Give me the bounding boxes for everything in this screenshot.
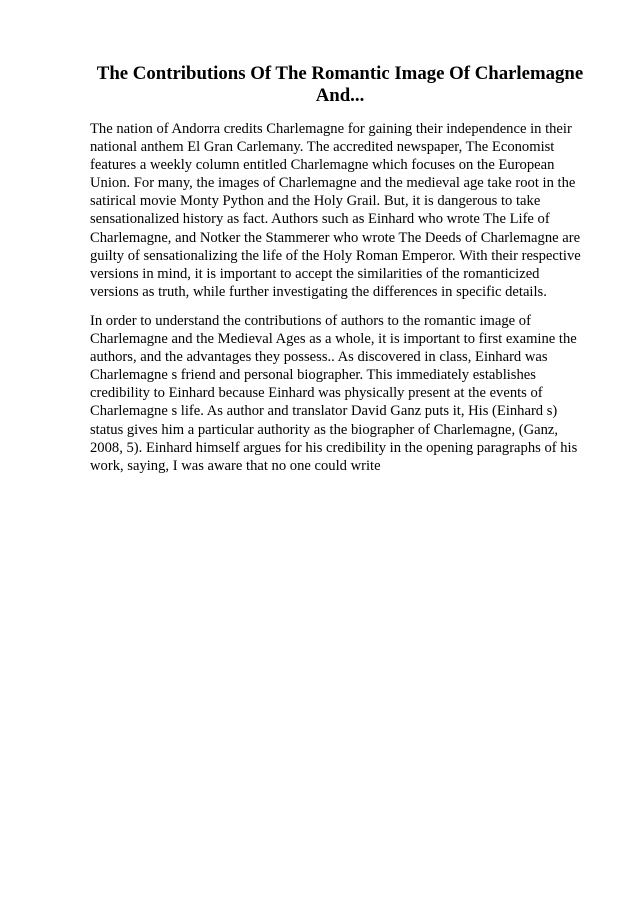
paragraph-2: In order to understand the contributions of authors to the romantic image of Charlemagne and the Medieval Ages as a whole, it is important to first examine the authors, and the advantages they possess.. As discovered in class, Einhard was Charlemagne s friend and personal biographer. This immediately establishes credibility to Einhard because Einhard was physically present at the events of Charlemagne s life. As author and translator David Ganz puts it, His (Einhard s) status gives him a particular authority as the biographer of Charlemagne, (Ganz, 2008, 5). Einhard himself argues for his credibility in the opening paragraphs of his work, saying, I was aware that no one could write: [90, 312, 578, 474]
paragraph-1: The nation of Andorra credits Charlemagne for gaining their independence in their national anthem El Gran Carlemany. The accredited newspaper, The Economist features a weekly column entitled Charlemagne which focuses on the European Union. For many, the images of Charlemagne and the medieval age take root in the satirical movie Monty Python and the Holy Grail. But, it is dangerous to take sensationalized history as fact. Authors such as Einhard who wrote The Life of Charlemagne, and Notker the Stammerer who wrote The Deeds of Charlemagne are guilty of sensationalizing the life of the Holy Roman Emperor. With their respective versions in mind, it is important to accept the similarities of the romanticized versions as truth, while further investigating the differences in specific details.: [90, 121, 581, 300]
document-title: The Contributions Of The Romantic Image Of Charlemagne And...: [96, 63, 584, 106]
document-body: [90, 63, 590, 486]
